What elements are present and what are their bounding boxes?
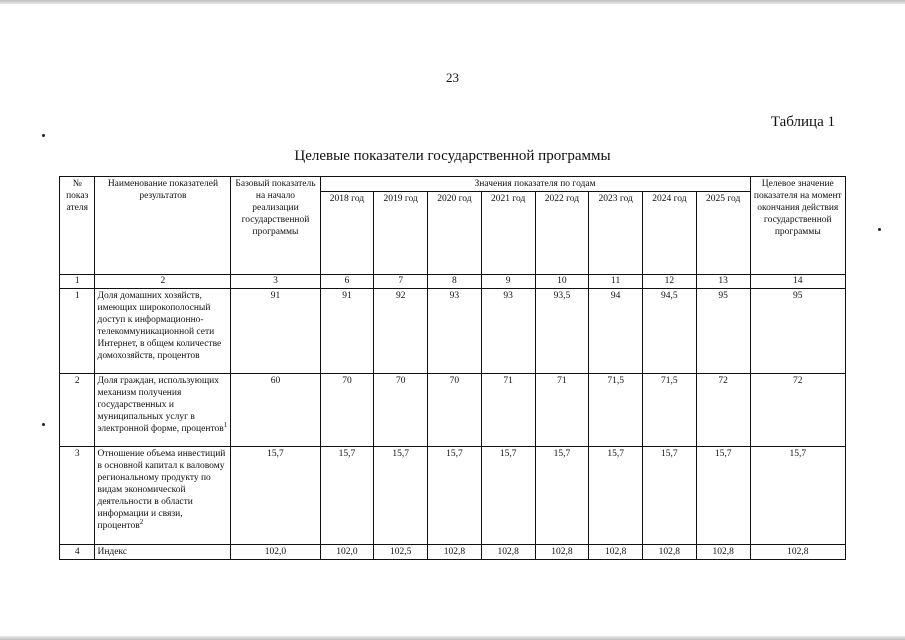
row-value: 102,8 [696, 545, 750, 560]
column-number: 9 [481, 275, 535, 289]
row-name-text: Доля домашних хозяйств, имеющих широкополосный доступ к информационно-телекоммуникационной сети Интернет, в общем количестве домохозяйств, процентов [97, 291, 222, 361]
header-year: 2021 год [481, 192, 535, 275]
row-value: 15,7 [374, 447, 428, 545]
scan-speck [42, 423, 45, 426]
row-value: 102,8 [535, 545, 589, 560]
row-name [95, 545, 231, 560]
row-value: 71 [535, 374, 589, 447]
indicators-table [59, 176, 846, 560]
row-name [95, 374, 231, 447]
header-name: Наименование показателей результатов [95, 177, 231, 275]
row-base: 102,0 [231, 545, 320, 560]
row-value: 15,7 [643, 447, 697, 545]
row-value: 15,7 [535, 447, 589, 545]
row-value: 71,5 [589, 374, 643, 447]
row-num: 4 [60, 545, 95, 560]
row-value: 92 [374, 289, 428, 374]
row-footnote: 2 [139, 517, 144, 526]
row-target: 72 [750, 374, 845, 447]
row-value: 93 [428, 289, 482, 374]
header-values-group: Значения показателя по годам [320, 177, 750, 192]
row-value: 102,8 [481, 545, 535, 560]
scan-speck [878, 228, 881, 231]
row-name [95, 447, 231, 545]
row-name-text: Отношение объема инвестиций в основной капитал к валовому региональному продукту по видам экономической деятельности в области информации и связи, процентов [97, 449, 226, 531]
row-value: 15,7 [589, 447, 643, 545]
row-value: 102,5 [374, 545, 428, 560]
row-value: 70 [320, 374, 374, 447]
table-title: Целевые показатели государственной программы [294, 148, 611, 164]
row-name-text: Доля граждан, использующих механизм получения государственных и муниципальных услуг в электронной форме, процентов [97, 376, 224, 434]
row-value: 91 [320, 289, 374, 374]
column-number: 1 [60, 275, 95, 289]
row-value: 71 [481, 374, 535, 447]
table-label: Таблица 1 [770, 114, 835, 130]
row-value: 70 [374, 374, 428, 447]
row-value: 93,5 [535, 289, 589, 374]
header-year: 2024 год [643, 192, 697, 275]
table-row [60, 289, 846, 374]
row-base: 60 [231, 374, 320, 447]
scan-bottom-edge [0, 636, 905, 640]
column-number: 7 [374, 275, 428, 289]
row-base: 91 [231, 289, 320, 374]
table-row [60, 447, 846, 545]
row-target: 95 [750, 289, 845, 374]
row-value: 102,8 [643, 545, 697, 560]
header-year: 2019 год [374, 192, 428, 275]
column-number: 14 [750, 275, 845, 289]
row-value: 70 [428, 374, 482, 447]
table-row [60, 545, 846, 560]
row-value: 15,7 [428, 447, 482, 545]
header-year: 2022 год [535, 192, 589, 275]
header-year: 2020 год [428, 192, 482, 275]
column-number: 6 [320, 275, 374, 289]
header-num: № показ ателя [60, 177, 95, 275]
row-value: 93 [481, 289, 535, 374]
column-number: 13 [696, 275, 750, 289]
row-value: 15,7 [320, 447, 374, 545]
scan-speck [42, 134, 45, 137]
row-target: 15,7 [750, 447, 845, 545]
scan-top-edge [0, 0, 905, 4]
column-number-row [60, 275, 846, 289]
header-row [60, 177, 846, 192]
row-value: 102,0 [320, 545, 374, 560]
row-value: 102,8 [428, 545, 482, 560]
row-value: 71,5 [643, 374, 697, 447]
column-number: 12 [643, 275, 697, 289]
header-base: Базовый показатель на начало реализации государственной программы [231, 177, 320, 275]
row-value: 95 [696, 289, 750, 374]
row-footnote: 1 [223, 420, 228, 429]
row-value: 94,5 [643, 289, 697, 374]
row-value: 15,7 [696, 447, 750, 545]
column-number: 2 [95, 275, 231, 289]
row-name [95, 289, 231, 374]
row-name-text: Индекс [97, 547, 128, 557]
row-value: 15,7 [481, 447, 535, 545]
row-value: 102,8 [589, 545, 643, 560]
header-year: 2025 год [696, 192, 750, 275]
row-value: 94 [589, 289, 643, 374]
row-num: 1 [60, 289, 95, 374]
row-num: 2 [60, 374, 95, 447]
row-value: 72 [696, 374, 750, 447]
row-num: 3 [60, 447, 95, 545]
column-number: 10 [535, 275, 589, 289]
page-number: 23 [446, 70, 459, 85]
header-year: 2018 год [320, 192, 374, 275]
table-row [60, 374, 846, 447]
header-year: 2023 год [589, 192, 643, 275]
column-number: 8 [428, 275, 482, 289]
header-target: Целевое значение показателя на момент окончания действия государственной программы [750, 177, 845, 275]
row-base: 15,7 [231, 447, 320, 545]
column-number: 3 [231, 275, 320, 289]
column-number: 11 [589, 275, 643, 289]
row-target: 102,8 [750, 545, 845, 560]
